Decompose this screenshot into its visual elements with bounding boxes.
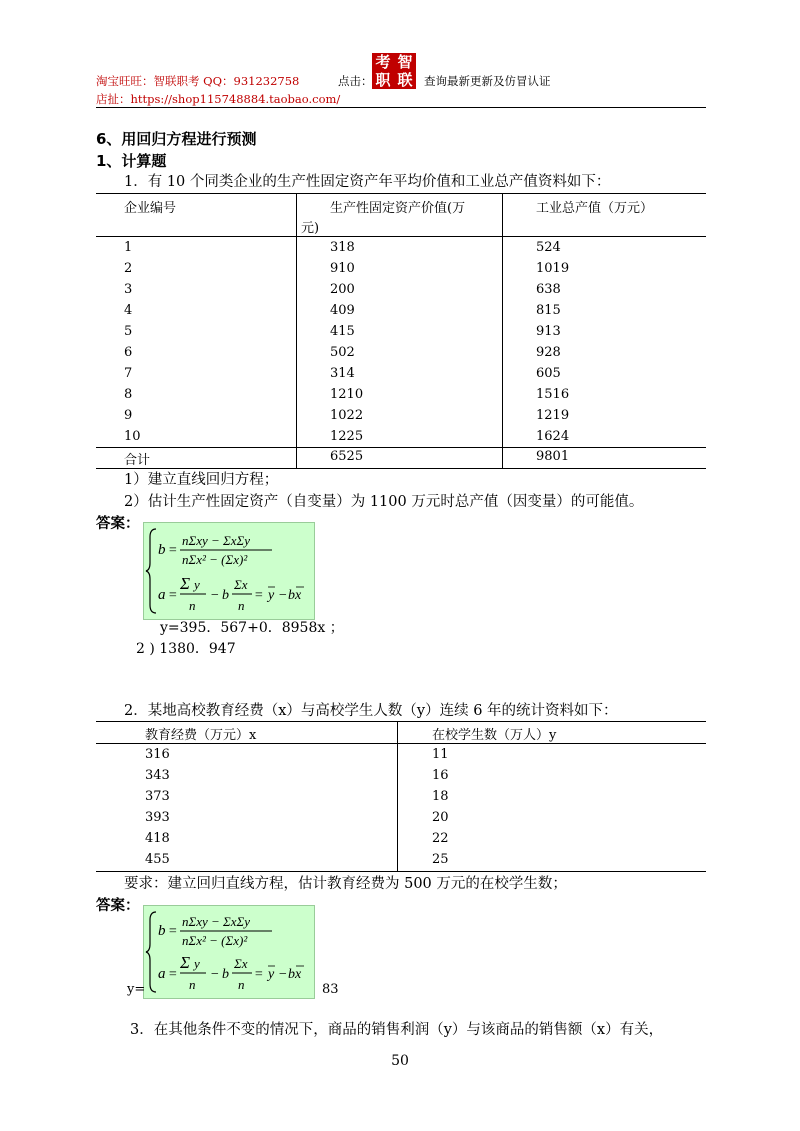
q1-cell-output: 1019 (536, 261, 570, 276)
logo-char: 智 (394, 53, 416, 71)
q1-cell-id: 7 (124, 366, 133, 381)
svg-text:bx: bx (288, 588, 302, 603)
svg-text:=: = (168, 924, 178, 939)
svg-text:=: = (254, 967, 264, 982)
svg-text:=: = (168, 543, 178, 558)
q1-header-assets-unit: 元) (301, 221, 320, 236)
header-shop-link[interactable]: 店扯：https://shop115748884.taobao.com/ (96, 92, 341, 106)
q1-cell-assets: 1225 (330, 429, 364, 444)
q1-answer-2: 2 ) 1380．947 (136, 641, 236, 657)
q1-total-output: 9801 (536, 449, 570, 464)
q2-cell-y: 16 (432, 768, 449, 783)
q1-requirement-1: 1）建立直线回归方程； (124, 472, 279, 488)
svg-text:n: n (189, 977, 196, 992)
q1-cell-assets: 910 (330, 261, 355, 276)
svg-text:y: y (194, 956, 200, 971)
page-number: 50 (391, 1053, 409, 1069)
svg-text:−: − (210, 967, 220, 982)
q1-cell-output: 1516 (536, 387, 570, 402)
svg-text:a: a (158, 966, 166, 982)
q2-cell-y: 25 (432, 852, 449, 867)
svg-text:=: = (254, 588, 264, 603)
svg-text:n: n (238, 598, 245, 613)
q2-cell-x: 316 (145, 747, 170, 762)
q1-cell-id: 5 (124, 324, 133, 339)
svg-text:Σ: Σ (180, 574, 191, 593)
q1-cell-assets: 409 (330, 303, 355, 318)
q1-cell-id: 8 (124, 387, 133, 402)
q1-cell-id: 9 (124, 408, 133, 423)
q2-cell-x: 343 (145, 768, 170, 783)
q1-requirement-2: 2）估计生产性固定资产（自变量）为 1100 万元时总产值（因变量）的可能值。 (124, 494, 644, 510)
header-divider (96, 107, 706, 108)
svg-text:n: n (238, 977, 245, 992)
q1-cell-id: 2 (124, 261, 133, 276)
header-click-label: 点击： (338, 74, 373, 88)
svg-text:b: b (222, 967, 229, 982)
logo-char: 联 (394, 71, 416, 89)
q2-cell-y: 18 (432, 789, 449, 804)
q1-cell-id: 4 (124, 303, 133, 318)
header-contact: 淘宝旺旺：智联职考 QQ：931232758 (96, 74, 300, 88)
section-title: 6、用回归方程进行预测 (96, 130, 257, 148)
regression-formula (144, 523, 314, 619)
svg-text:b: b (158, 542, 166, 558)
q1-answer-label: 答案： (96, 516, 140, 532)
svg-text:−: − (210, 588, 220, 603)
sub-title: 1、计算题 (96, 152, 167, 170)
q1-total-label: 合计 (124, 453, 151, 468)
q1-cell-id: 10 (124, 429, 141, 444)
svg-text:=: = (168, 967, 178, 982)
svg-text:b: b (222, 588, 229, 603)
svg-text:n: n (189, 598, 196, 613)
q1-formula-image (143, 522, 315, 620)
svg-text:Σx: Σx (234, 956, 248, 971)
q1-cell-output: 605 (536, 366, 561, 381)
q1-header-assets: 生产性固定资产价值(万 (330, 201, 466, 216)
q1-table-bottom-rule (96, 468, 706, 469)
q1-cell-output: 524 (536, 240, 561, 255)
svg-text:=: = (168, 588, 178, 603)
q2-formula-image (143, 905, 315, 999)
q2-answer-prefix: y= (127, 982, 146, 997)
q1-cell-id: 1 (124, 240, 133, 255)
q1-cell-assets: 318 (330, 240, 355, 255)
q1-cell-assets: 1022 (330, 408, 364, 423)
svg-text:y: y (268, 588, 275, 603)
q1-cell-assets: 200 (330, 282, 355, 297)
q1-col-divider (296, 193, 297, 468)
q1-cell-output: 815 (536, 303, 561, 318)
q2-cell-y: 20 (432, 810, 449, 825)
q1-total-assets: 6525 (330, 449, 364, 464)
svg-text:y: y (268, 967, 275, 982)
svg-text:bx: bx (288, 967, 302, 982)
q2-cell-x: 393 (145, 810, 170, 825)
q1-cell-id: 3 (124, 282, 133, 297)
q2-answer-suffix: 83 (322, 982, 339, 997)
q2-cell-y: 22 (432, 831, 449, 846)
q1-cell-output: 913 (536, 324, 561, 339)
q1-col-divider (502, 193, 503, 468)
svg-text:b: b (158, 923, 166, 939)
q1-text: 1．有 10 个同类企业的生产性固定资产年平均价值和工业总产值资料如下： (124, 174, 611, 190)
q2-requirement: 要求：建立回归直线方程，估计教育经费为 500 万元的在校学生数； (124, 876, 567, 892)
q2-cell-x: 373 (145, 789, 170, 804)
svg-text:−: − (278, 967, 288, 982)
q2-cell-x: 418 (145, 831, 170, 846)
q2-table-bottom-rule (96, 871, 706, 872)
q1-cell-id: 6 (124, 345, 133, 360)
q2-cell-x: 455 (145, 852, 170, 867)
svg-text:Σ: Σ (180, 953, 191, 972)
q1-answer-1: y=395．567+0．8958x ； (160, 620, 344, 636)
q2-answer-label: 答案： (96, 898, 140, 914)
q1-cell-assets: 314 (330, 366, 355, 381)
q2-cell-y: 11 (432, 747, 449, 762)
q1-cell-assets: 1210 (330, 387, 364, 402)
q1-total-rule (96, 447, 706, 448)
svg-text:Σx: Σx (234, 577, 248, 592)
q1-header-id: 企业编号 (124, 201, 177, 216)
q2-header-rule (96, 743, 706, 744)
q1-cell-assets: 502 (330, 345, 355, 360)
svg-text:nΣxy − ΣxΣy: nΣxy − ΣxΣy (182, 533, 251, 548)
q1-header-output: 工业总产值（万元） (536, 201, 654, 216)
q2-header-y: 在校学生数（万人）y (432, 728, 557, 743)
regression-formula (144, 906, 314, 998)
svg-text:−: − (278, 588, 288, 603)
q1-table-top-rule (96, 193, 706, 194)
svg-text:nΣx² − (Σx)²: nΣx² − (Σx)² (182, 933, 248, 948)
svg-text:nΣx² − (Σx)²: nΣx² − (Σx)² (182, 552, 248, 567)
logo-char: 职 (372, 71, 394, 89)
q1-cell-output: 1219 (536, 408, 570, 423)
svg-text:y: y (194, 577, 200, 592)
q2-table-top-rule (96, 721, 706, 722)
q1-cell-output: 928 (536, 345, 561, 360)
svg-text:a: a (158, 587, 166, 603)
svg-text:nΣxy − ΣxΣy: nΣxy − ΣxΣy (182, 914, 251, 929)
brand-logo[interactable] (372, 53, 416, 89)
logo-char: 考 (372, 53, 394, 71)
q1-header-rule (96, 236, 706, 237)
header-update-link[interactable]: 查询最新更新及仿冒认证 (424, 74, 551, 88)
q1-cell-output: 638 (536, 282, 561, 297)
q1-cell-output: 1624 (536, 429, 570, 444)
q3-text: 3．在其他条件不变的情况下，商品的销售利润（y）与该商品的销售额（x）有关， (130, 1022, 664, 1038)
q2-text: 2．某地高校教育经费（x）与高校学生人数（y）连续 6 年的统计资料如下： (124, 703, 618, 719)
q1-cell-assets: 415 (330, 324, 355, 339)
q2-header-x: 教育经费（万元）x (145, 728, 257, 743)
